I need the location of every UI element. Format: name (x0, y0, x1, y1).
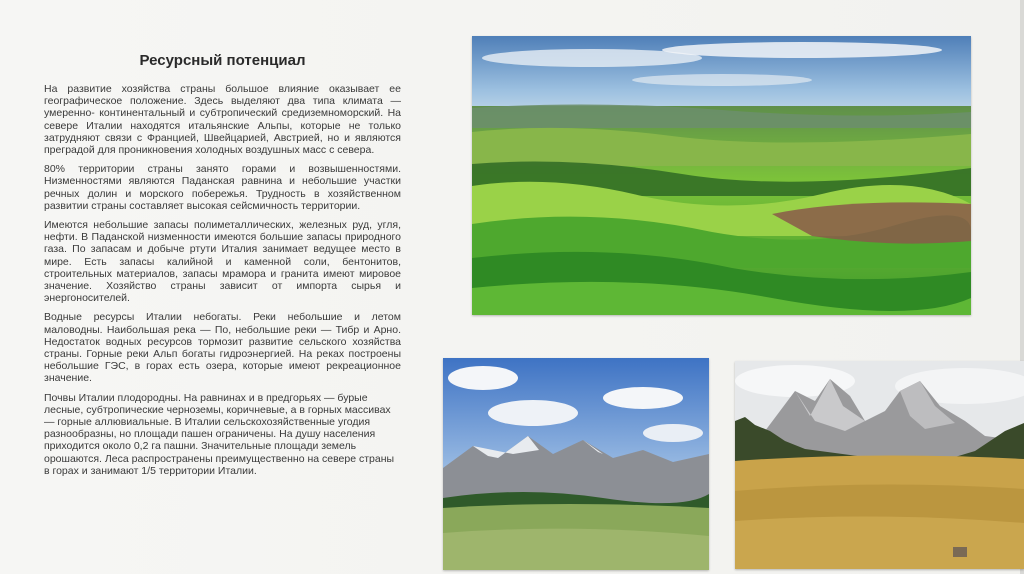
paragraph-soils: Почвы Италии плодородны. На равнинах и в предгорьях — бурые лесные, субтропические черноземы, коричневые, а в горных массивах — горные аллювиальные. В Италии сельскохозяйственные угодия разнообразны, но площади пашен ограничены. На душу населения приходится около 0,2 га пашни. Значительные площади земель орошаются. Леса распространены преимущественно на севере страны в горах и занимают 1/5 территории Италии. (44, 391, 395, 477)
paragraph-relief: 80% территории страны занято горами и возвышенностями. Низменностями являются Паданская равнина и небольшие участки речных долин и морского побережья. Трудность в хозяйственном развитии страны составляет высокая сейсмичность территории. (44, 163, 401, 212)
paragraph-climate: На развитие хозяйства страны большое влияние оказывает ее географическое положение. Здесь выделяют два типа климата — умеренно- континентальный и субтропический средиземноморский. На севере Италии находятся итальянские Альпы, которые не только затрудняют связи с Францией, Швейцарией, Австрией, но и являются преградой для проникновения холодных воздушных масс с севера. (44, 83, 401, 157)
paragraph-water: Водные ресурсы Италии небогаты. Реки небольшие и летом маловодны. Наибольшая река — По, небольшие реки — Тибр и Арно. Недостаток водных ресурсов тормозит развитие сельского хозяйства страны. Горные реки Альп богаты гидроэнергией. На реках построены небольшие ГЭС, в горах есть озера, которые имеют рекреационное значение. (44, 311, 401, 385)
paragraph-minerals: Имеются небольшие запасы полиметаллических, железных руд, угля, нефти. В Паданской низменности имеются большие запасы природного газа. По запасам и добыче ртути Италия занимает ведущее место в мире. Есть запасы калийной и каменной соли, бентонитов, строительных материалов, запасы мрамора и гранита имеют мировое значение. Хозяйство страны зависит от импорта сырья и энергоносителей. (44, 219, 401, 305)
text-column (44, 52, 401, 484)
page-title: Ресурсный потенциал (139, 52, 306, 69)
photo-rolling-hills (472, 36, 971, 315)
photo-alpine-meadow (443, 358, 709, 570)
photo-field-mountains (735, 361, 1024, 569)
